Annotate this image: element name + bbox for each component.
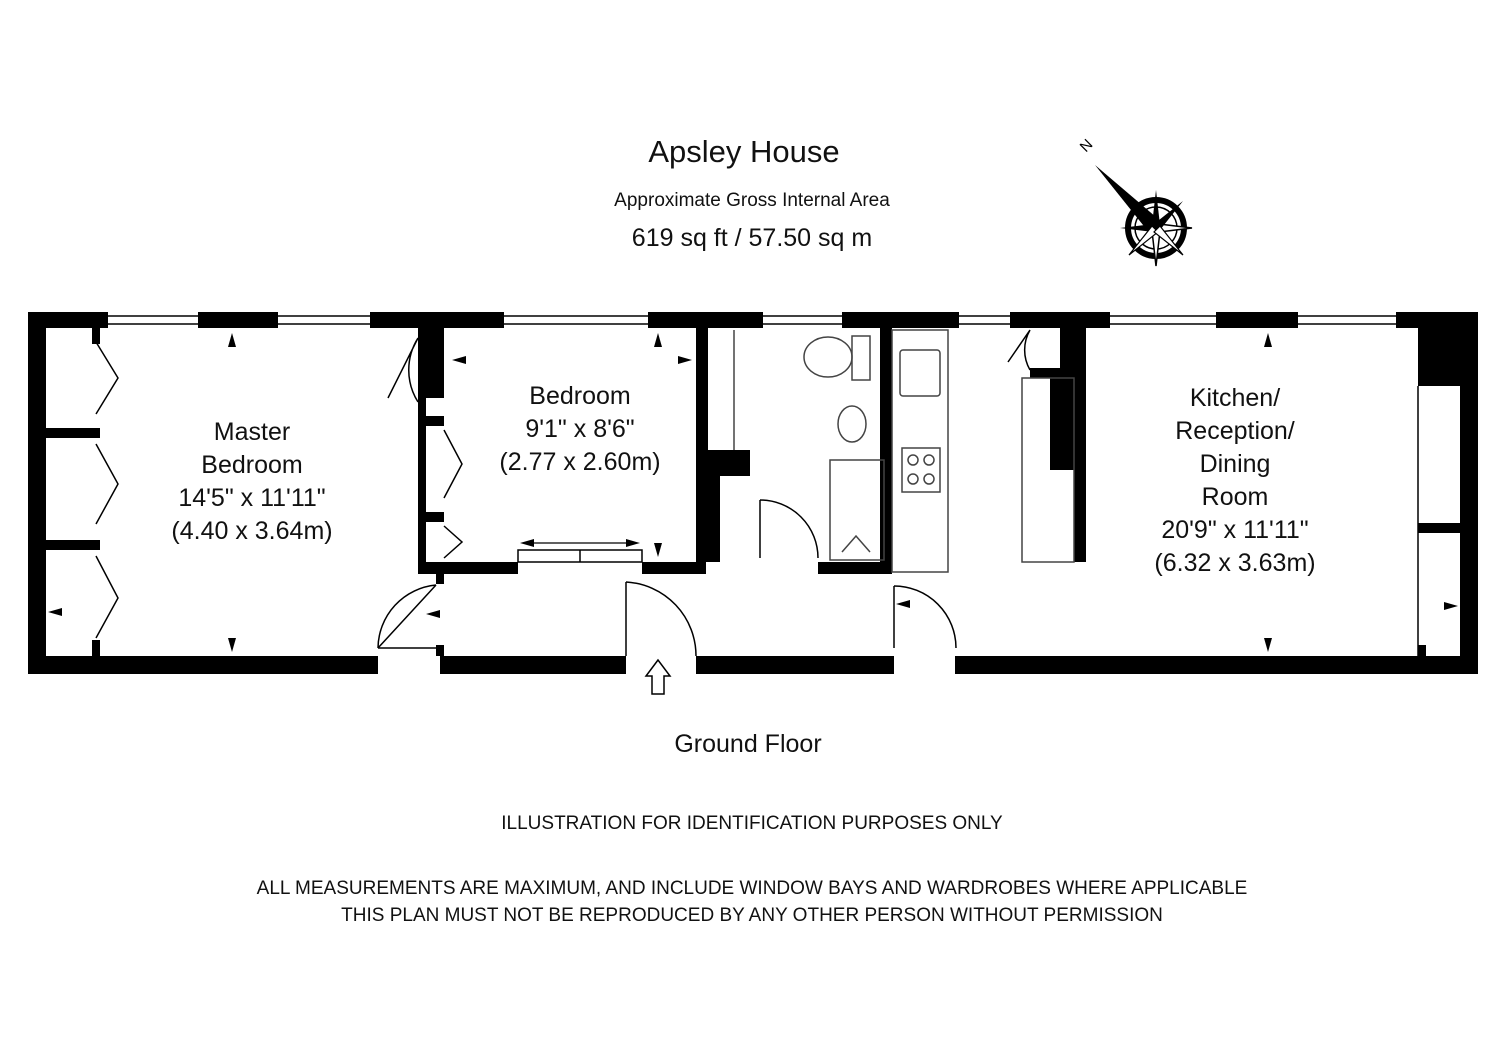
entrance-arrow-icon — [646, 660, 670, 694]
disclaimer-identification: ILLUSTRATION FOR IDENTIFICATION PURPOSES ONLY — [501, 813, 1003, 834]
room-dimensions-metric: (2.77 x 2.60m) — [499, 448, 661, 476]
room-dimensions-metric: (4.40 x 3.64m) — [171, 517, 333, 545]
fixtures — [734, 330, 1074, 572]
room-label-master-bedroom — [171, 416, 332, 548]
room-name-line: Reception/ — [1175, 417, 1295, 445]
room-label-bedroom — [499, 380, 660, 479]
compass-rose-icon — [1077, 136, 1192, 266]
disclaimer-copyright: THIS PLAN MUST NOT BE REPRODUCED BY ANY OTHER PERSON WITHOUT PERMISSION — [341, 905, 1163, 926]
disclaimer-measurements: ALL MEASUREMENTS ARE MAXIMUM, AND INCLUDE WINDOW BAYS AND WARDROBES WHERE APPLICABLE — [256, 878, 1248, 899]
room-name-line: Bedroom — [201, 451, 303, 479]
room-dimensions-imperial: 14'5" x 11'11" — [178, 484, 326, 512]
room-name-line: Bedroom — [529, 382, 631, 410]
plan-title: Apsley House — [648, 134, 840, 169]
room-dimensions-imperial: 9'1" x 8'6" — [525, 415, 635, 443]
room-name-line: Master — [213, 418, 291, 446]
plan-subtitle: Approximate Gross Internal Area — [614, 190, 890, 211]
room-dimensions-metric: (6.32 x 3.63m) — [1154, 549, 1316, 577]
room-name-line: Dining — [1199, 450, 1271, 478]
hob-icon — [902, 448, 940, 492]
room-label-kitchen-reception-dining — [1154, 382, 1315, 580]
gross-area: 619 sq ft / 57.50 sq m — [631, 224, 873, 252]
basin-icon — [838, 406, 866, 442]
room-dimensions-imperial: 20'9" x 11'11" — [1161, 516, 1309, 544]
room-name-line: Kitchen/ — [1189, 384, 1281, 412]
floor-label: Ground Floor — [674, 730, 822, 758]
kitchen-sink-icon — [900, 350, 940, 396]
toilet-icon — [804, 337, 852, 377]
room-name-line: Room — [1201, 483, 1269, 511]
shower-tray-icon — [830, 460, 884, 560]
compass-north-letter: N — [1076, 135, 1097, 156]
